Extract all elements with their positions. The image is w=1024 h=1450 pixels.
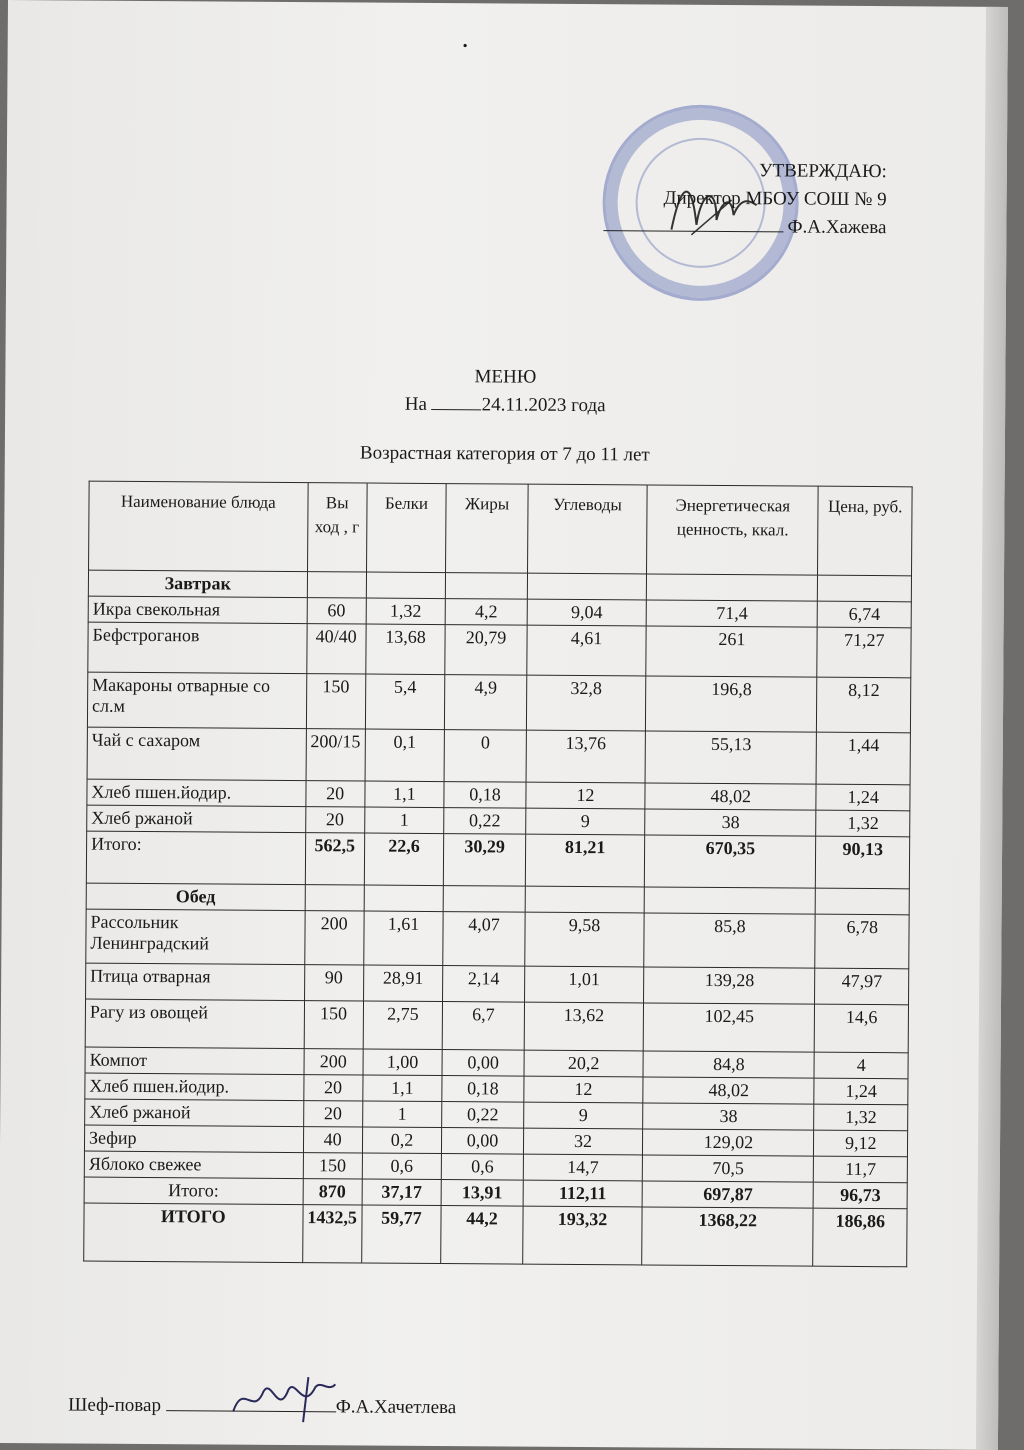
menu-title: МЕНЮ bbox=[474, 366, 537, 388]
dish-name: Рассольник Ленинградский bbox=[86, 909, 305, 965]
cell-price: 1,24 bbox=[814, 1078, 908, 1105]
table-row bbox=[86, 963, 909, 1005]
total-carbs: 112,11 bbox=[523, 1180, 643, 1207]
cell-carbs: 12 bbox=[526, 782, 646, 809]
dish-name: Птица отварная bbox=[86, 963, 305, 1001]
cell-proteins: 0,2 bbox=[362, 1127, 442, 1154]
cell-fats: 0,6 bbox=[442, 1154, 524, 1181]
cell-fats: 0,22 bbox=[442, 1102, 524, 1129]
cell-fats: 0 bbox=[444, 730, 526, 783]
table-row bbox=[85, 999, 908, 1053]
cell-energy: 261 bbox=[646, 626, 818, 677]
age-category: Возрастная категория от 7 до 11 лет bbox=[359, 442, 650, 466]
cell-energy: 102,45 bbox=[643, 1003, 815, 1052]
cell-proteins: 2,75 bbox=[363, 1001, 443, 1050]
total-price: 96,73 bbox=[814, 1182, 908, 1209]
cell-price: 1,32 bbox=[814, 1104, 908, 1131]
cell-energy: 38 bbox=[643, 1103, 814, 1130]
cell-fats: 0,00 bbox=[442, 1128, 524, 1155]
cell-price: 1,32 bbox=[816, 810, 910, 837]
total-energy: 697,87 bbox=[642, 1181, 813, 1208]
signature-line bbox=[166, 1410, 336, 1412]
cell-energy: 196,8 bbox=[646, 676, 818, 732]
cell-yield: 20 bbox=[306, 781, 365, 807]
cell-yield: 40/40 bbox=[306, 624, 365, 674]
cell-carbs: 9,04 bbox=[527, 599, 647, 626]
table-row bbox=[87, 727, 910, 785]
section-title: Обед bbox=[86, 883, 305, 911]
header-energy: Энергетическая ценность, ккал. bbox=[647, 485, 819, 575]
approval-title: УТВЕРЖДАЮ: bbox=[759, 160, 887, 183]
cell-price: 1,44 bbox=[817, 732, 911, 785]
cell-yield: 20 bbox=[305, 807, 364, 833]
cell-yield: 90 bbox=[304, 965, 363, 1001]
cell-energy: 71,4 bbox=[646, 600, 817, 627]
cell-price: 8,12 bbox=[817, 677, 911, 733]
cell-energy: 55,13 bbox=[645, 731, 817, 784]
header-price: Цена, руб. bbox=[818, 486, 912, 576]
director-name: Ф.А.Хажева bbox=[787, 216, 887, 239]
total-label: Итого: bbox=[86, 831, 305, 885]
cell-energy: 84,8 bbox=[643, 1051, 814, 1078]
cell-carbs: 32 bbox=[523, 1128, 643, 1155]
cell-yield: 200 bbox=[304, 1049, 363, 1075]
cell-carbs: 20,2 bbox=[524, 1050, 644, 1077]
date-prefix: На bbox=[404, 393, 427, 415]
cell-proteins: 28,91 bbox=[363, 965, 443, 1002]
cell-yield: 40 bbox=[303, 1127, 362, 1153]
cell-price: 71,27 bbox=[817, 627, 911, 678]
cell-fats: 2,14 bbox=[443, 966, 525, 1003]
table-header-row bbox=[89, 481, 913, 576]
grand-total-energy: 1368,22 bbox=[642, 1207, 814, 1266]
cell-carbs: 32,8 bbox=[526, 675, 646, 731]
cell-yield: 20 bbox=[303, 1075, 362, 1101]
breakfast-total-row bbox=[86, 831, 909, 889]
chef-signature-block bbox=[68, 1394, 456, 1419]
cell-energy: 38 bbox=[645, 809, 816, 836]
total-fats: 30,29 bbox=[444, 834, 526, 887]
cell-energy: 48,02 bbox=[645, 783, 816, 810]
header-carbs: Углеводы bbox=[527, 484, 647, 574]
cell-fats: 4,9 bbox=[445, 675, 527, 731]
dish-name: Хлеб ржаной bbox=[85, 1099, 304, 1127]
dish-name: Зефир bbox=[84, 1125, 303, 1153]
dish-name: Яблоко свежее bbox=[84, 1151, 303, 1179]
date-blank-line bbox=[432, 409, 482, 410]
cell-proteins: 0,6 bbox=[362, 1153, 442, 1180]
grand-total-proteins: 59,77 bbox=[361, 1205, 441, 1264]
total-price: 90,13 bbox=[816, 836, 910, 889]
cell-proteins: 1,61 bbox=[363, 911, 443, 966]
table-row bbox=[88, 622, 911, 678]
cell-energy: 70,5 bbox=[642, 1155, 813, 1182]
cell-proteins: 1,32 bbox=[366, 598, 446, 625]
cell-fats: 0,00 bbox=[442, 1050, 524, 1077]
cell-carbs: 4,61 bbox=[527, 625, 647, 676]
grand-total-label: ИТОГО bbox=[84, 1203, 303, 1263]
speck: • bbox=[462, 39, 468, 55]
total-yield: 562,5 bbox=[305, 833, 364, 885]
cell-yield: 150 bbox=[306, 674, 365, 729]
cell-proteins: 1,1 bbox=[362, 1075, 442, 1102]
cell-proteins: 1 bbox=[364, 807, 444, 834]
dish-name: Компот bbox=[85, 1047, 304, 1075]
total-proteins: 22,6 bbox=[364, 833, 444, 886]
cell-fats: 4,2 bbox=[445, 599, 527, 626]
cell-energy: 139,28 bbox=[644, 967, 816, 1004]
cell-carbs: 12 bbox=[524, 1076, 644, 1103]
cell-carbs: 9 bbox=[523, 1102, 643, 1129]
cell-proteins: 5,4 bbox=[365, 674, 445, 730]
paper-edge bbox=[976, 7, 1008, 1450]
approval-position: Директор МБОУ СОШ № 9 bbox=[663, 187, 887, 211]
cell-carbs: 1,01 bbox=[524, 966, 644, 1003]
cell-fats: 0,18 bbox=[442, 1076, 524, 1103]
cell-carbs: 13,76 bbox=[526, 730, 646, 783]
cell-price: 6,74 bbox=[818, 601, 912, 628]
cell-proteins: 1 bbox=[362, 1101, 442, 1128]
cell-fats: 6,7 bbox=[442, 1002, 524, 1051]
menu-title-block bbox=[5, 360, 1005, 423]
total-label: Итого: bbox=[84, 1177, 303, 1205]
cell-energy: 129,02 bbox=[643, 1129, 814, 1156]
header-fats: Жиры bbox=[446, 484, 528, 574]
table-row bbox=[86, 909, 909, 969]
cell-price: 1,24 bbox=[816, 784, 910, 811]
total-carbs: 81,21 bbox=[525, 834, 645, 887]
total-proteins: 37,17 bbox=[362, 1179, 442, 1206]
chef-name: Ф.А.Хачетлева bbox=[335, 1396, 457, 1419]
menu-table bbox=[83, 481, 912, 1268]
cell-proteins: 1,1 bbox=[365, 781, 445, 808]
dish-name: Бефстроганов bbox=[88, 622, 307, 674]
cell-price: 11,7 bbox=[814, 1156, 908, 1183]
cell-price: 14,6 bbox=[815, 1004, 909, 1053]
table-row bbox=[87, 672, 910, 733]
dish-name: Чай с сахаром bbox=[87, 727, 306, 781]
cell-fats: 0,18 bbox=[444, 782, 526, 809]
cell-price: 9,12 bbox=[814, 1130, 908, 1157]
header-dish-name: Наименование блюда bbox=[89, 481, 308, 572]
dish-name: Икра свекольная bbox=[88, 596, 307, 624]
cell-energy: 85,8 bbox=[644, 913, 816, 968]
total-energy: 670,35 bbox=[645, 835, 817, 888]
grand-total-yield: 1432,5 bbox=[302, 1205, 361, 1263]
total-yield: 870 bbox=[303, 1179, 362, 1205]
cell-yield: 200 bbox=[304, 911, 363, 965]
signature-line bbox=[604, 230, 784, 232]
dish-name: Хлеб пшен.йодир. bbox=[87, 779, 306, 807]
cell-energy: 48,02 bbox=[643, 1077, 814, 1104]
cell-fats: 4,07 bbox=[443, 912, 525, 967]
cell-proteins: 1,00 bbox=[363, 1049, 443, 1076]
cell-yield: 200/15 bbox=[306, 729, 365, 781]
grand-total-price: 186,86 bbox=[813, 1208, 907, 1267]
chef-label: Шеф-повар bbox=[68, 1394, 162, 1417]
menu-date: 24.11.2023 года bbox=[481, 394, 606, 417]
approval-block bbox=[603, 156, 886, 242]
grand-total-carbs: 193,32 bbox=[523, 1206, 643, 1265]
header-yield: Вы ход , г bbox=[307, 483, 367, 572]
cell-carbs: 14,7 bbox=[523, 1154, 643, 1181]
dish-name: Хлеб пшен.йодир. bbox=[85, 1073, 304, 1101]
cell-proteins: 13,68 bbox=[365, 624, 445, 675]
cell-carbs: 9 bbox=[526, 808, 646, 835]
cell-price: 4 bbox=[814, 1052, 908, 1079]
cell-yield: 20 bbox=[303, 1101, 362, 1127]
cell-fats: 0,22 bbox=[444, 808, 526, 835]
dish-name: Рагу из овощей bbox=[85, 999, 304, 1049]
cell-yield: 150 bbox=[303, 1153, 362, 1179]
cell-fats: 20,79 bbox=[445, 625, 527, 676]
cell-proteins: 0,1 bbox=[365, 729, 445, 782]
header-proteins: Белки bbox=[366, 483, 446, 573]
cell-price: 6,78 bbox=[815, 914, 909, 969]
cell-yield: 60 bbox=[307, 598, 366, 624]
total-fats: 13,91 bbox=[441, 1180, 523, 1207]
grand-total-row bbox=[84, 1203, 907, 1267]
grand-total-fats: 44,2 bbox=[441, 1206, 523, 1265]
cell-carbs: 9,58 bbox=[525, 912, 645, 967]
cell-price: 47,97 bbox=[815, 968, 909, 1005]
section-title: Завтрак bbox=[88, 570, 307, 598]
cell-yield: 150 bbox=[304, 1001, 363, 1049]
dish-name: Хлеб ржаной bbox=[87, 805, 306, 833]
cell-carbs: 13,62 bbox=[524, 1002, 644, 1051]
dish-name: Макароны отварные со сл.м bbox=[87, 672, 306, 729]
